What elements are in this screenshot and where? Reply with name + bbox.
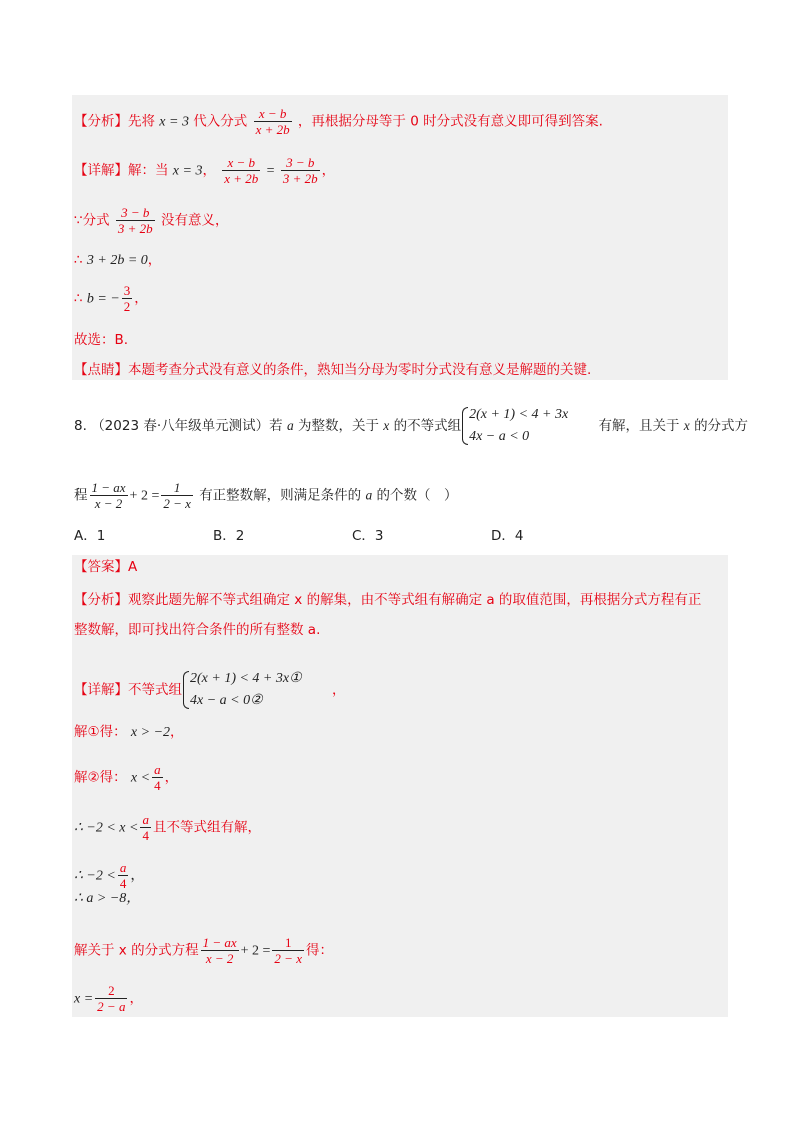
fraction: $\frac{1}{2 - x}$: [274, 935, 302, 966]
detail-label: 【详解】: [74, 162, 128, 179]
fraction: $\frac{a}{4}$: [119, 860, 127, 891]
question-8-line2: 程 $\frac{1 - ax}{x - 2}$ + 2 = $\frac{1}{2 - x}$ 有正整数解，则满足条件的 a 的个数（ ）: [74, 480, 458, 511]
question-number: 8.: [74, 418, 87, 434]
fraction: $\frac{x - b}{x + 2b}$: [224, 155, 259, 186]
solution-step: 解关于 x 的分式方程 $\frac{1 - ax}{x - 2}$ + 2 = $\frac{1}{2 - x}$ 得：: [74, 935, 333, 966]
analysis-line-2: 整数解，即可找出符合条件的所有整数 a.: [74, 622, 321, 638]
solution-step: ∴ −2 < x < $\frac{a}{4}$ 且不等式组有解，: [74, 812, 261, 843]
solution-step: 解②得： x < $\frac{a}{4}$ ，: [74, 762, 179, 793]
inequality-system: 2(x + 1) < 4 + 3x① 4x − a < 0②: [182, 668, 302, 712]
fraction: $\frac{3 - b}{3 + 2b}$: [117, 205, 153, 236]
detail-line: 【详解】解：当 x = 3， $\frac{x - b}{x + 2b}$ = $\frac{3 - b}{3 + 2b}$ ，: [74, 155, 336, 186]
question-source: （2023 春·八年级单元测试）: [91, 418, 270, 434]
answer-label: 【答案】: [74, 559, 128, 575]
detail-step: ∴ b = − $\frac{3}{2}$ ，: [74, 283, 148, 314]
analysis-label: 【分析】: [74, 592, 128, 608]
fraction: $\frac{1 - ax}{x - 2}$: [91, 480, 126, 511]
analysis-line: 【分析】观察此题先解不等式组确定 x 的解集，由不等式组有解确定 a 的取值范围，再根据分式方程有正: [74, 592, 702, 608]
solution-step: 解①得： x > −2，: [74, 724, 184, 740]
choice-line: 故选：B.: [74, 332, 129, 348]
solution-block-7: [72, 95, 728, 380]
fraction: $\frac{1}{2 - x}$: [163, 480, 191, 511]
fraction: $\frac{2}{2 - a}$: [97, 983, 126, 1014]
answer-line: [74, 557, 137, 577]
detail-label: 【详解】: [74, 682, 128, 698]
question-8-line1: 8. （2023 春·八年级单元测试）若 a 为整数，关于 x 的不等式组 2(x + 1) < 4 + 3x 4x − a < 0 有解，且关于 x 的分式方: [74, 404, 748, 448]
detail-step: ∴ 3 + 2b = 0，: [74, 252, 162, 268]
option-b: B．2: [213, 528, 245, 544]
fraction: $\frac{1 - ax}{x - 2}$: [202, 935, 237, 966]
solution-step: ∴ a > −8，: [74, 891, 141, 906]
fraction: $\frac{a}{4}$: [142, 812, 149, 843]
inequality-system: 2(x + 1) < 4 + 3x 4x − a < 0: [461, 404, 568, 448]
option-c: C．3: [352, 528, 384, 544]
comment-line: 【点睛】本题考查分式没有意义的条件，熟知当分母为零时分式没有意义是解题的关键.: [74, 362, 592, 378]
solution-step: ∴ −2 < $\frac{a}{4}$ ，: [74, 860, 145, 891]
comment-label: 【点睛】: [74, 362, 128, 378]
fraction: $\frac{a}{4}$: [154, 762, 161, 793]
option-d: D．4: [491, 528, 524, 544]
answer-value: A: [128, 559, 138, 575]
fraction: $\frac{3 - b}{3 + 2b}$: [282, 155, 318, 186]
detail-step: ∵分式 $\frac{3 - b}{3 + 2b}$ 没有意义，: [74, 205, 229, 236]
solution-step: x = $\frac{2}{2 - a}$ ，: [74, 983, 143, 1014]
fraction: $\frac{3}{2}$: [123, 283, 131, 314]
analysis-label: 【分析】: [74, 113, 128, 130]
analysis-line: 【分析】先将 x = 3 代入分式 $\frac{x - b}{x + 2b}$ ，再根据分母等于 0 时分式没有意义即可得到答案.: [74, 106, 603, 137]
option-a: A．1: [74, 528, 106, 544]
detail-line: 【详解】不等式组 2(x + 1) < 4 + 3x① 4x − a < 0② ，: [74, 668, 345, 712]
fraction: $\frac{x - b}{x + 2b}$: [255, 106, 290, 137]
